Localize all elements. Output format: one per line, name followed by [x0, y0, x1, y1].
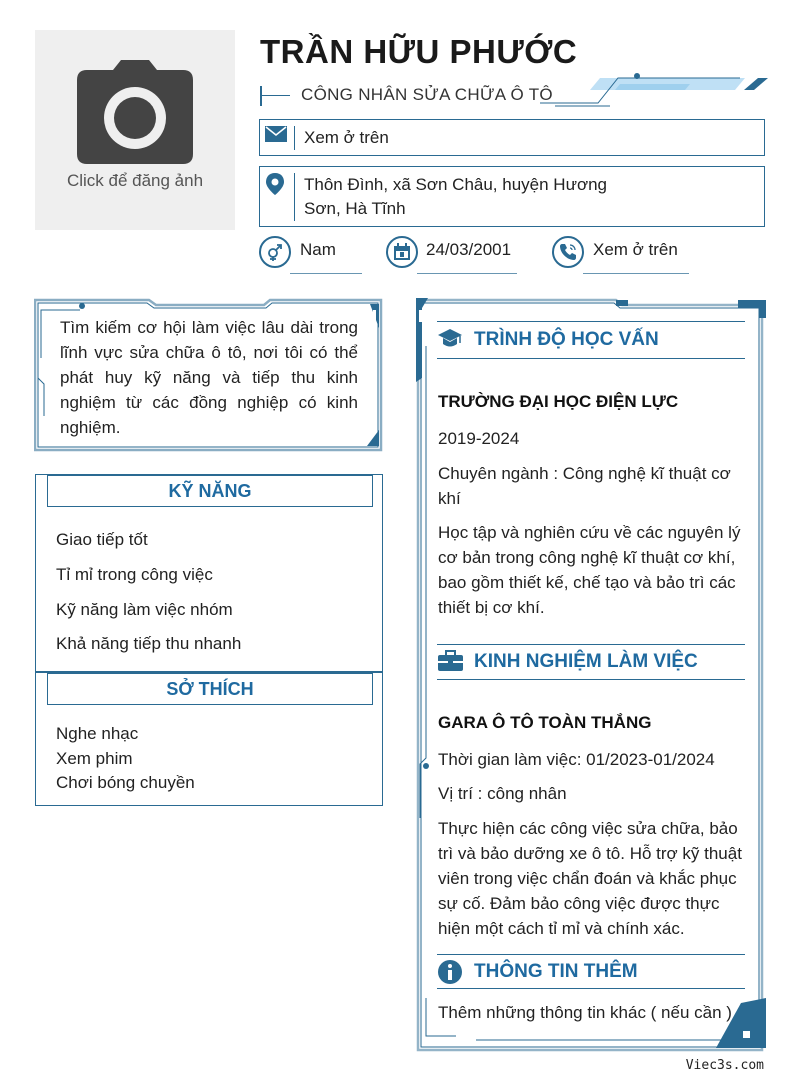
education-desc-line: thiết bị cơ khí. — [438, 598, 545, 617]
experience-desc-line: hiện một cách tỉ mỉ và chính xác. — [438, 919, 685, 938]
education-description — [438, 520, 740, 620]
experience-company: GARA Ô TÔ TOÀN THẮNG — [438, 713, 652, 732]
experience-period: Thời gian làm việc: 01/2023-01/2024 — [438, 750, 715, 769]
address-line-1: Thôn Đình, xã Sơn Châu, huyện Hương — [304, 175, 608, 194]
objective-line: nghiệm từ các đồng nghiệp có kinh — [60, 393, 358, 412]
education-desc-line: bao gồm thiết kế, chế tạo và bảo trì các — [438, 573, 736, 592]
footer-brand: Viec3s.com — [685, 1058, 764, 1073]
objective-line: Tìm kiếm cơ hội làm việc lâu dài trong — [60, 318, 358, 337]
objective-line: lĩnh vực sửa chữa ô tô, nơi tôi có thể — [60, 343, 358, 362]
education-major — [438, 461, 731, 511]
education-period: 2019-2024 — [438, 429, 520, 448]
email-icon — [265, 126, 287, 142]
gender-badge — [259, 236, 291, 268]
objective-text — [60, 315, 358, 440]
objective-line: nghiệm. — [60, 418, 121, 437]
hobby-item: Chơi bóng chuyền — [56, 773, 195, 792]
skills-section — [35, 474, 383, 672]
experience-desc-line: sự cố. Đảm bảo công việc được thực — [438, 894, 720, 913]
job-title: CÔNG NHÂN SỬA CHỮA Ô TÔ — [301, 85, 553, 104]
phone-badge — [552, 236, 584, 268]
hobby-item: Nghe nhạc — [56, 724, 139, 743]
extra-text: Thêm những thông tin khác ( nếu cần ) — [438, 1003, 732, 1022]
avatar-upload-label: Click để đăng ảnh — [66, 171, 204, 190]
experience-heading: KINH NGHIỆM LÀM VIỆC — [474, 651, 698, 672]
address-line-2: Sơn, Hà Tĩnh — [304, 199, 406, 218]
experience-desc-line: Thực hiện các công việc sửa chữa, bảo — [438, 819, 738, 838]
birthdate-badge — [386, 236, 418, 268]
skills-heading: KỸ NĂNG — [47, 475, 373, 507]
info-icon — [437, 959, 463, 985]
skill-item: Kỹ năng làm việc nhóm — [56, 600, 233, 619]
email-field — [259, 119, 765, 156]
education-major-line: Chuyên ngành : Công nghệ kĩ thuật cơ — [438, 464, 731, 483]
extra-heading: THÔNG TIN THÊM — [474, 961, 638, 982]
education-major-line: khí — [438, 489, 461, 508]
title-marker-dash — [262, 95, 290, 96]
gender-icon — [266, 243, 284, 261]
phone-value: Xem ở trên — [593, 240, 678, 259]
hobbies-heading: SỞ THÍCH — [47, 673, 373, 705]
address-field — [259, 166, 765, 227]
graduation-cap-icon — [437, 328, 463, 350]
education-desc-line: Học tập và nghiên cứu về các nguyên lý — [438, 523, 741, 542]
header-decoration — [540, 70, 770, 110]
title-marker — [260, 86, 262, 106]
gender-value: Nam — [300, 240, 336, 259]
objective-line: phát huy kỹ năng và tiếp thu kinh — [60, 368, 358, 387]
experience-description — [438, 816, 742, 941]
calendar-icon — [393, 243, 411, 261]
experience-desc-line: viên trong việc chẩn đoán và khắc phục — [438, 869, 737, 888]
hobby-item: Xem phim — [56, 749, 133, 768]
candidate-name: TRẦN HỮU PHƯỚC — [260, 33, 578, 70]
experience-position: Vị trí : công nhân — [438, 784, 567, 803]
skill-item: Khả năng tiếp thu nhanh — [56, 634, 242, 653]
education-heading: TRÌNH ĐỘ HỌC VẤN — [474, 329, 659, 350]
skill-item: Giao tiếp tốt — [56, 530, 148, 549]
education-desc-line: cơ bản trong công nghệ kĩ thuật cơ khí, — [438, 548, 736, 567]
birthdate-value: 24/03/2001 — [426, 240, 512, 259]
education-school: TRƯỜNG ĐẠI HỌC ĐIỆN LỰC — [438, 392, 679, 411]
location-pin-icon — [265, 173, 285, 197]
camera-icon — [75, 58, 195, 166]
hobbies-section — [35, 672, 383, 806]
phone-icon — [559, 243, 577, 261]
avatar-upload[interactable] — [35, 30, 235, 230]
experience-desc-line: trì và bảo dưỡng xe ô tô. Hỗ trợ kỹ thuật — [438, 844, 742, 863]
skill-item: Tỉ mỉ trong công việc — [56, 565, 213, 584]
email-value: Xem ở trên — [304, 128, 389, 147]
briefcase-icon — [437, 650, 464, 672]
